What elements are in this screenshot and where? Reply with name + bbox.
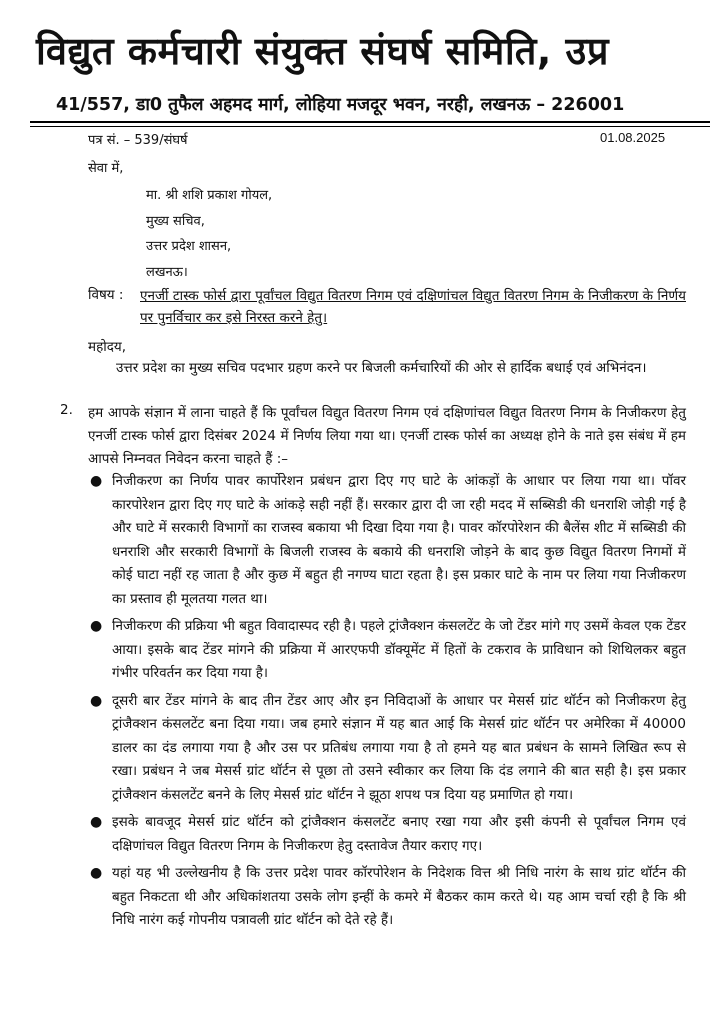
bullet-text: निजीकरण की प्रक्रिया भी बहुत विवादास्पद रही है। पहले ट्रांजैक्शन कंसलटेंट के जो टेंडर मांगे गए उसमें केवल एक टेंडर आया। इसके बाद टेंडर मांगने की प्रक्रिया में आरएफपी डॉक्यूमेंट में हितों के टकराव के प्राविधान को शिथिलकर बहुत गंभीर परिवर्तन कर दिया गया है। [112, 618, 686, 681]
letter-number: पत्र सं. – 539/संघर्ष [88, 133, 188, 148]
bullet-text: यहां यह भी उल्लेखनीय है कि उत्तर प्रदेश पावर कॉरपोरेशन के निदेशक वित्त श्री निधि नारंग के साथ ग्रांट थॉर्टन की बहुत निकटता थी और अधिकांशतया उसके लोग इन्हीं के कमरे में बैठकर काम करते थे। यह आम चर्चा रही है कि श्री निधि नारंग कई गोपनीय पत्रावली ग्रांट थॉर्टन को देते रहे हैं। [112, 865, 686, 928]
paragraph-2-number: 2. [60, 402, 73, 418]
paragraph-1: उत्तर प्रदेश का मुख्य सचिव पदभार ग्रहण करने पर बिजली कर्मचारियों की ओर से हार्दिक बधाई एवं अभिनंदन। [116, 360, 647, 376]
list-item [88, 862, 686, 933]
paragraph-2: हम आपके संज्ञान में लाना चाहते हैं कि पूर्वांचल विद्युत वितरण निगम एवं दक्षिणांचल विद्युत वितरण निगम के निजीकरण हेतु एनर्जी टास्क फोर्स द्वारा दिसंबर 2024 में निर्णय लिया गया था। एनर्जी टास्क फोर्स का अध्यक्ष होने के नाते इस संबंध में हम आपसे निम्नवत निवेदन करना चाहते हैं :– [88, 405, 686, 467]
bullet-text: दूसरी बार टेंडर मांगने के बाद तीन टेंडर आए और इन निविदाओं के आधार पर मेसर्स ग्रांट थॉर्टन को निजीकरण हेतु ट्रांजैक्शन कंसलटेंट बना दिया गया। जब हमारे संज्ञान में यह बात आई कि मेसर्स ग्रांट थॉर्टन पर अमेरिका में 40000 डालर का दंड लगाया गया है और उस पर प्रतिबंध लगाया गया है तो हमने यह बात प्रबंधन के सामने लिखित रूप से रखा। प्रबंधन ने जब मेसर्स ग्रांट थॉर्टन से पूछा तो उसने स्वीकार कर लिया कि दंड लगाने की बात सही है। इस प्रकार ट्रांजैक्शन कंसलटेंट बनने के लिए मेसर्स ग्रांट थॉर्टन ने झूठा शपथ पत्र दिया यह प्रमाणित हो गया। [112, 692, 686, 803]
list-item [88, 811, 686, 858]
recipient-office: उत्तर प्रदेश शासन, [146, 239, 232, 254]
letterhead-rule-thin [30, 126, 710, 127]
recipient-city: लखनऊ। [146, 264, 188, 280]
bullet-text: इसके बावजूद मेसर्स ग्रांट थॉर्टन को ट्रांजैक्शन कंसलटेंट बनाए रखा गया और इसी कंपनी से पूर्वांचल निगम एवं दक्षिणांचल विद्युत वितरण निगम के निजीकरण हेतु दस्तावेज तैयार कराए गए। [112, 814, 686, 854]
organization-name: विद्युत कर्मचारी संयुक्त संघर्ष समिति, उप्र [36, 29, 609, 73]
recipient-salutation: सेवा में, [88, 161, 124, 176]
bullet-icon: ● [90, 618, 103, 634]
recipient-designation: मुख्य सचिव, [146, 213, 205, 229]
letter-date: 01.08.2025 [600, 130, 666, 145]
organization-address: 41/557, डा0 तुफैल अहमद मार्ग, लोहिया मजदूर भवन, नरही, लखनऊ – 226001 [56, 95, 625, 115]
bullet-icon: ● [90, 473, 103, 489]
subject-label: विषय : [88, 287, 124, 303]
list-item [88, 615, 686, 686]
subject-text: एनर्जी टास्क फोर्स द्वारा पूर्वांचल विद्युत वितरण निगम एवं दक्षिणांचल विद्युत वितरण निगम के निजीकरण के निर्णय पर पुनर्विचार कर इसे निरस्त करने हेतु। [140, 288, 686, 326]
bullet-text: निजीकरण का निर्णय पावर कार्पोरेशन प्रबंधन द्वारा दिए गए घाटे के आंकड़ों के आधार पर लिया गया था। पॉवर कारपोरेशन द्वारा दिए गए घाटे के आंकड़े सही नहीं हैं। सरकार द्वारा दी जा रही मदद में सब्सिडी की धनराशि जोड़ी गई है और घाटे में सरकारी विभागों का राजस्व बकाया भी दिखा दिया गया है। पावर कॉरपोरेशन की बैलेंस शीट में सब्सिडी की धनराशि और सरकारी विभागों के बिजली राजस्व के बकाये की धनराशि जोड़ने के बाद कुछ विद्युत वितरण निगमों में कोई घाटा नहीं रह जाता है और कुछ में बहुत ही नगण्य घाटा रहता है। इस प्रकार घाटे के नाम पर लिया गया निजीकरण का प्रस्ताव ही मूलतया गलत था। [112, 473, 686, 607]
letterhead-rule-thick [30, 121, 710, 123]
bullet-icon: ● [90, 865, 103, 881]
recipient-address [146, 183, 272, 285]
bullet-list [88, 470, 686, 937]
greeting: महोदय, [88, 339, 127, 355]
list-item [88, 470, 686, 611]
recipient-name: मा. श्री शशि प्रकाश गोयल, [146, 188, 273, 203]
bullet-icon: ● [90, 814, 103, 830]
bullet-icon: ● [90, 692, 103, 709]
list-item [88, 690, 686, 808]
